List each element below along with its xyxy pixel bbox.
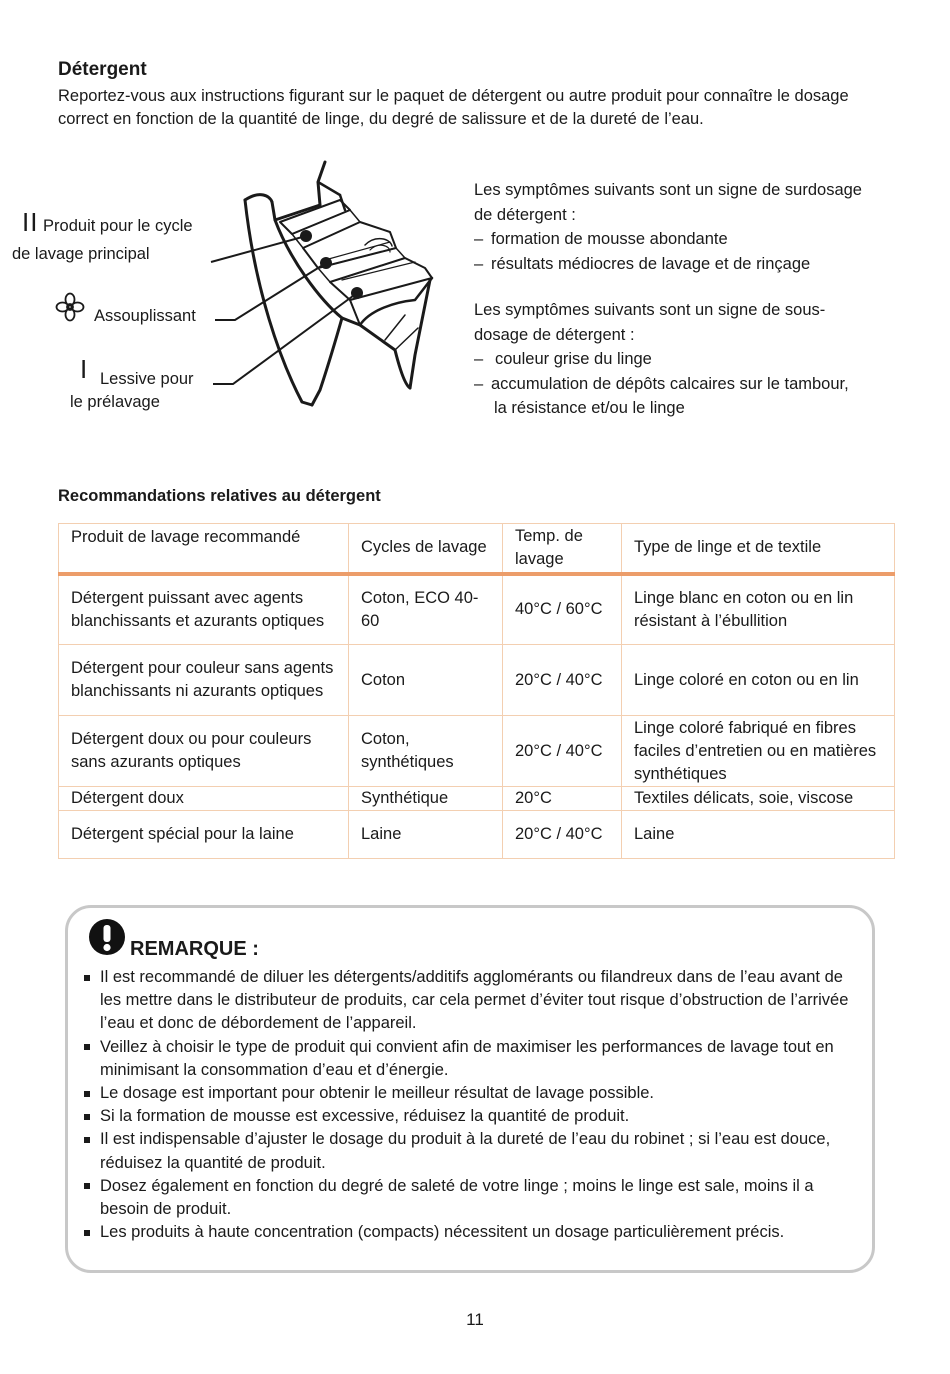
table-row: [59, 716, 895, 787]
table-cell: 20°C: [503, 787, 622, 811]
exclamation-icon: [88, 918, 126, 956]
list-item: Si la formation de mousse est excessive, réduisez la quantité de produit.: [84, 1105, 859, 1128]
section-title: Détergent: [58, 59, 147, 80]
list-item: – accumulation de dépôts calcaires sur le tambour,: [474, 372, 914, 397]
leader-lines: [200, 80, 370, 390]
list-item-continuation: la résistance et/ou le linge: [494, 399, 685, 417]
main-wash-symbol: II: [22, 207, 39, 237]
underdose-symptoms: [474, 298, 914, 421]
underdose-intro-line2: dosage de détergent :: [474, 325, 635, 344]
softener-label: Assouplissant: [94, 307, 196, 325]
prewash-label-line2: le prélavage: [70, 393, 160, 411]
table-title: Recommandations relatives au détergent: [58, 487, 381, 505]
table-cell: Détergent puissant avec agents blanchissants et azurants optiques: [59, 574, 349, 645]
overdose-intro-line1: Les symptômes suivants sont un signe de surdosage: [474, 181, 862, 199]
table-header-cell: Temp. de lavage: [503, 524, 622, 574]
note-title: REMARQUE :: [130, 938, 259, 960]
table-cell: Détergent doux: [59, 787, 349, 811]
table-row: [59, 787, 895, 811]
note-list: [84, 966, 859, 1244]
main-wash-label-line1: Produit pour le cycle: [43, 217, 193, 235]
table-row: [59, 574, 895, 645]
table-cell: Détergent spécial pour la laine: [59, 811, 349, 859]
overdose-symptoms: [474, 178, 914, 276]
list-item: – formation de mousse abondante: [474, 227, 914, 252]
list-item: – couleur grise du linge: [474, 347, 914, 372]
main-wash-label-line2: de lavage principal: [12, 245, 150, 263]
table-header-cell: Cycles de lavage: [349, 524, 503, 574]
list-item: Les produits à haute concentration (compacts) nécessitent un dosage particulièrement précis.: [84, 1221, 859, 1244]
list-item: Il est indispensable d’ajuster le dosage du produit à la dureté de l’eau du robinet ; si l’eau est douce, réduisez la quantité de produit.: [84, 1128, 859, 1174]
list-item: – résultats médiocres de lavage et de rinçage: [474, 252, 914, 277]
list-item: Dosez également en fonction du degré de saleté de votre linge ; moins le linge est sale, moins il a besoin de produit.: [84, 1175, 859, 1221]
table-cell: Détergent doux ou pour couleurs sans azurants optiques: [59, 716, 349, 787]
list-item: Le dosage est important pour obtenir le meilleur résultat de lavage possible.: [84, 1082, 859, 1105]
main-wash-label: [22, 207, 193, 238]
table-header-cell: Produit de lavage recommandé: [59, 524, 349, 574]
intro-paragraph: Reportez-vous aux instructions figurant sur le paquet de détergent ou autre produit pour connaître le dosage correct en fonction de la quantité de linge, du degré de salissure et de la dureté de l’eau.: [58, 87, 849, 128]
page-number: 11: [466, 1310, 484, 1329]
table-cell: Coton: [349, 645, 503, 716]
table-cell: Textiles délicats, soie, viscose: [622, 787, 895, 811]
flower-icon: [55, 292, 85, 322]
prewash-label-line1: Lessive pour: [100, 370, 194, 388]
table-cell: Linge blanc en coton ou en lin résistant à l’ébullition: [622, 574, 895, 645]
list-item: Veillez à choisir le type de produit qui convient afin de maximiser les performances de lavage tout en minimisant la consommation d’eau et d’énergie.: [84, 1036, 859, 1082]
table-cell: Détergent pour couleur sans agents blanchissants ni azurants optiques: [59, 645, 349, 716]
prewash-symbol: I: [80, 354, 88, 384]
recommendations-table: [58, 523, 895, 859]
list-item: Il est recommandé de diluer les détergents/additifs agglomérants ou filandreux dans de l’eau avant de les mettre dans le distributeur de produits, car cela permet d’éviter tout risque d’obstruction de l’arrivée l’eau et donc de débordement de l’appareil.: [84, 966, 859, 1036]
table-cell: 40°C / 60°C: [503, 574, 622, 645]
table-cell: Coton, synthétiques: [349, 716, 503, 787]
underdose-intro-line1: Les symptômes suivants sont un signe de sous-: [474, 301, 826, 319]
table-row: [59, 645, 895, 716]
table-cell: 20°C / 40°C: [503, 811, 622, 859]
table-cell: Linge coloré en coton ou en lin: [622, 645, 895, 716]
overdose-intro-line2: de détergent :: [474, 205, 576, 224]
table-cell: Synthétique: [349, 787, 503, 811]
table-header-cell: Type de linge et de textile: [622, 524, 895, 574]
table-cell: Coton, ECO 40-60: [349, 574, 503, 645]
table-cell: 20°C / 40°C: [503, 716, 622, 787]
table-cell: Linge coloré fabriqué en fibres faciles d’entretien ou en matières synthétiques: [622, 716, 895, 787]
table-cell: 20°C / 40°C: [503, 645, 622, 716]
table-row: [59, 811, 895, 859]
table-cell: Laine: [622, 811, 895, 859]
table-cell: Laine: [349, 811, 503, 859]
table-header-row: [59, 524, 895, 574]
